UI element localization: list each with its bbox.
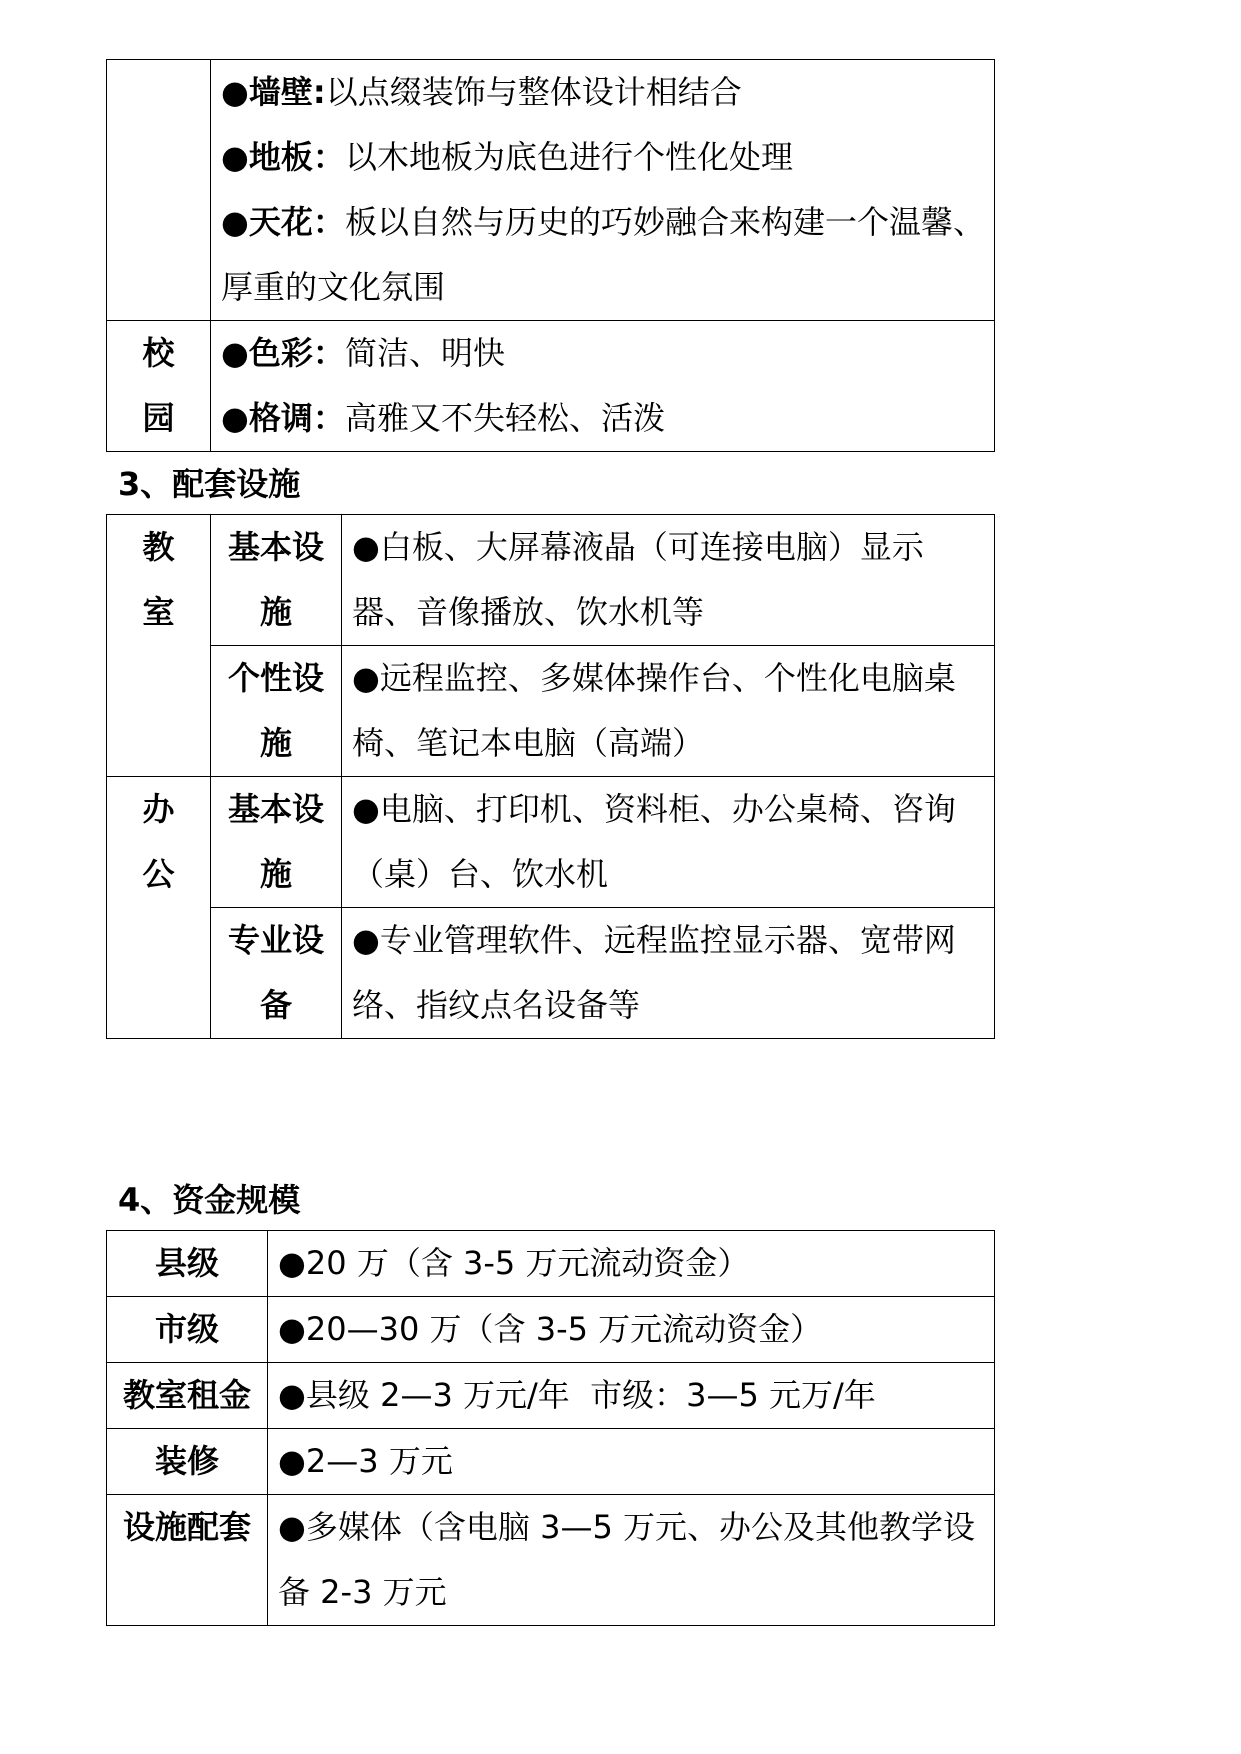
section-heading: 3、配套设施 bbox=[118, 465, 301, 503]
row-content bbox=[211, 321, 995, 452]
table-row bbox=[107, 1363, 995, 1429]
table-row bbox=[107, 646, 995, 777]
row-content: ●多媒体（含电脑 3—5 万元、办公及其他教学设备 2-3 万元 bbox=[268, 1495, 995, 1626]
row-label: 设施配套 bbox=[107, 1495, 268, 1626]
row-content: ●20—30 万（含 3-5 万元流动资金） bbox=[268, 1297, 995, 1363]
row-content: ●远程监控、多媒体操作台、个性化电脑桌椅、笔记本电脑（高端） bbox=[342, 646, 995, 777]
list-item: ●地板：以木地板为底色进行个性化处理 bbox=[221, 138, 793, 176]
group-label: 办公 bbox=[107, 777, 211, 1039]
facilities-table bbox=[106, 514, 995, 1039]
row-label: 县级 bbox=[107, 1231, 268, 1297]
sub-label: 基本设施 bbox=[211, 777, 342, 908]
table-row bbox=[107, 908, 995, 1039]
section-heading: 4、资金规模 bbox=[118, 1181, 301, 1219]
row-label: 校园 bbox=[107, 321, 211, 452]
table-row bbox=[107, 515, 995, 646]
row-label: 教室租金 bbox=[107, 1363, 268, 1429]
row-label: 装修 bbox=[107, 1429, 268, 1495]
list-item: ●格调：高雅又不失轻松、活泼 bbox=[221, 399, 665, 437]
table-row bbox=[107, 321, 995, 452]
row-content: ●白板、大屏幕液晶（可连接电脑）显示器、音像播放、饮水机等 bbox=[342, 515, 995, 646]
row-content: ●县级 2—3 万元/年 市级：3—5 元万/年 bbox=[268, 1363, 995, 1429]
list-item: ●天花：板以自然与历史的巧妙融合来构建一个温馨、厚重的文化氛围 bbox=[221, 203, 985, 306]
group-label: 教室 bbox=[107, 515, 211, 777]
row-content bbox=[211, 60, 995, 321]
row-label: 市级 bbox=[107, 1297, 268, 1363]
sub-label: 专业设备 bbox=[211, 908, 342, 1039]
decor-table bbox=[106, 59, 995, 452]
table-row bbox=[107, 60, 995, 321]
table-row bbox=[107, 777, 995, 908]
list-item: ●色彩：简洁、明快 bbox=[221, 334, 505, 372]
row-label bbox=[107, 60, 211, 321]
table-row bbox=[107, 1495, 995, 1626]
funding-table bbox=[106, 1230, 995, 1626]
sub-label: 个性设施 bbox=[211, 646, 342, 777]
row-content: ●电脑、打印机、资料柜、办公桌椅、咨询（桌）台、饮水机 bbox=[342, 777, 995, 908]
table-row bbox=[107, 1297, 995, 1363]
table-row bbox=[107, 1429, 995, 1495]
sub-label: 基本设施 bbox=[211, 515, 342, 646]
row-content: ●2—3 万元 bbox=[268, 1429, 995, 1495]
table-row bbox=[107, 1231, 995, 1297]
row-content: ●专业管理软件、远程监控显示器、宽带网络、指纹点名设备等 bbox=[342, 908, 995, 1039]
list-item: ●墙壁:以点缀装饰与整体设计相结合 bbox=[221, 73, 742, 111]
row-content: ●20 万（含 3-5 万元流动资金） bbox=[268, 1231, 995, 1297]
